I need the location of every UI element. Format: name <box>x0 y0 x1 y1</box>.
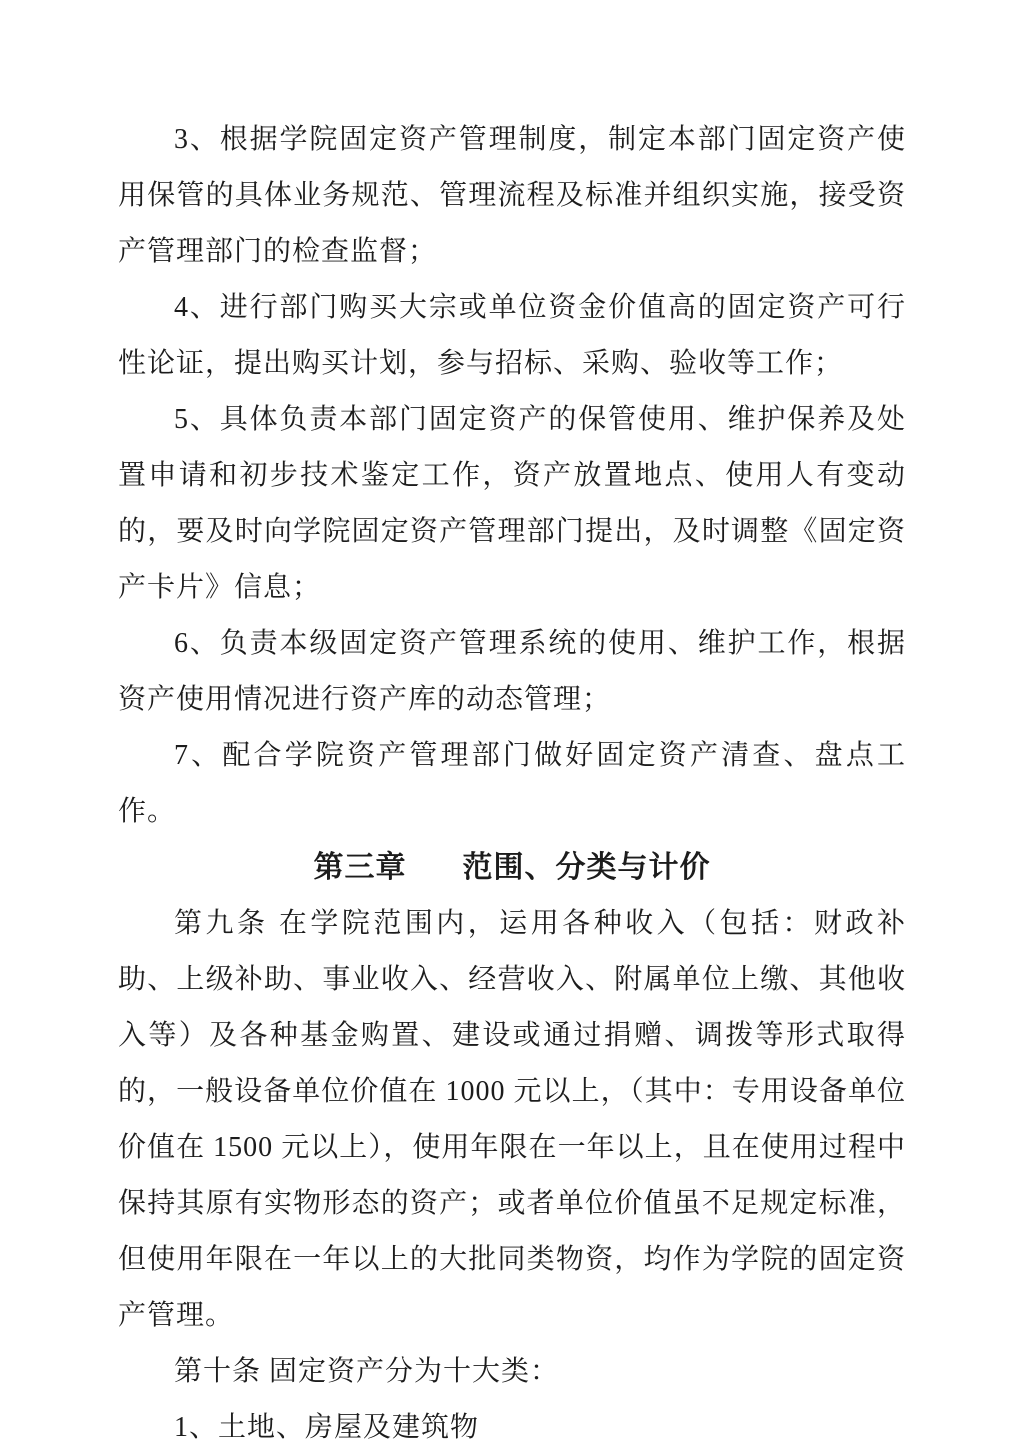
paragraph: 6、负责本级固定资产管理系统的使用、维护工作，根据资产使用情况进行资产库的动态管理； <box>118 628 906 715</box>
paragraph: 3、根据学院固定资产管理制度，制定本部门固定资产使用保管的具体业务规范、管理流程及标准并组织实施，接受资产管理部门的检查监督； <box>118 124 906 267</box>
paragraph: 7、配合学院资产管理部门做好固定资产清查、盘点工作。 <box>118 740 906 827</box>
chapter-number: 第三章 <box>313 851 407 884</box>
paragraph: 第九条 在学院范围内，运用各种收入（包括：财政补助、上级补助、事业收入、经营收入、附属单位上缴、其他收入等）及各种基金购置、建设或通过捐赠、调拨等形式取得的，一般设备单位价值在 1000 元以上，（其中：专用设备单位价值在 1500 元以上），使用年限在一年以上，且在使用过程中保持其原有实物形态的资产；或者单位价值虽不足规定标准，但使用年限在一年以上的大批同类物资，均作为学院的固定资产管理。 <box>118 908 906 1331</box>
paragraph: 4、进行部门购买大宗或单位资金价值高的固定资产可行性论证，提出购买计划，参与招标、采购、验收等工作； <box>118 292 906 379</box>
document-body <box>118 112 906 1448</box>
paragraph: 5、具体负责本部门固定资产的保管使用、维护保养及处置申请和初步技术鉴定工作，资产放置地点、使用人有变动的，要及时向学院固定资产管理部门提出，及时调整《固定资产卡片》信息； <box>118 404 906 603</box>
chapter-title: 范围、分类与计价 <box>462 851 711 884</box>
paragraph: 1、土地、房屋及建筑物 <box>174 1412 480 1443</box>
paragraph: 第十条 固定资产分为十大类： <box>174 1356 560 1387</box>
chapter-heading <box>118 840 906 896</box>
